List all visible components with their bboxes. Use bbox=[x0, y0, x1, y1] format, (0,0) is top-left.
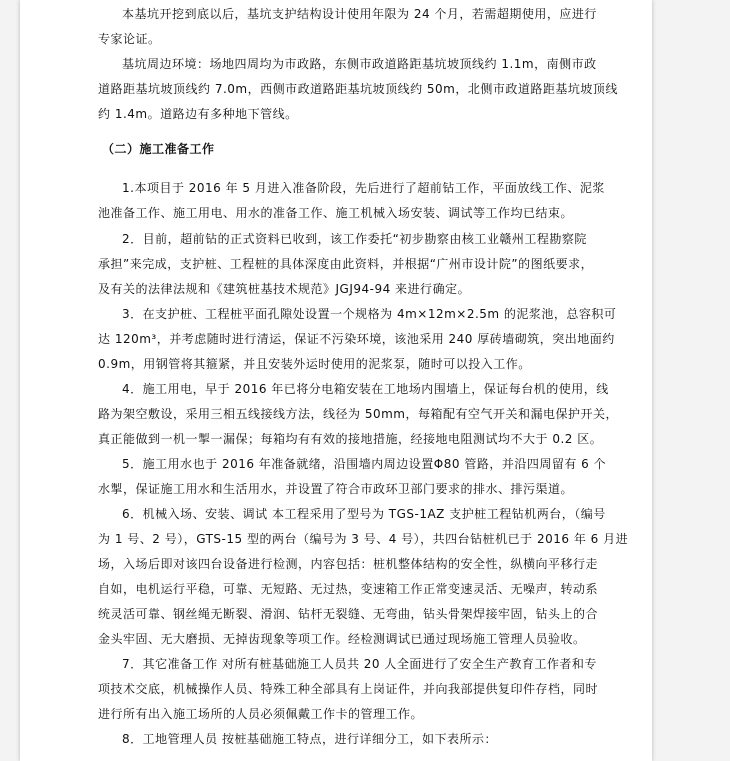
text-line: 0.9m，用钢管将其箍紧，并且安装外运时使用的泥浆泵，随时可以投入工作。 bbox=[98, 357, 531, 371]
text-line: 项技术交底，机械操作人员、特殊工种全部具有上岗证件，并向我部提供复印件存档，同时 bbox=[98, 682, 599, 696]
text-line: 水掣，保证施工用水和生活用水，并设置了符合市政环卫部门要求的排水、排污渠道。 bbox=[98, 482, 574, 496]
text-line: 达 120m³，并考虑随时进行清运，保证不污染环境，该池采用 240 厚砖墙砌筑，突出地面约 bbox=[98, 332, 615, 346]
text-line: 金头牢固、无大磨损、无掉齿现象等项工作。经检测调试已通过现场施工管理人员验收。 bbox=[98, 632, 586, 646]
text-line: 4．施工用电，早于 2016 年已将分电箱安装在工地场内围墙上，保证每台机的使用，线 bbox=[122, 382, 609, 396]
section-heading: （二）施工准备工作 bbox=[102, 142, 215, 156]
text-line: 约 1.4m。道路边有多种地下管线。 bbox=[98, 107, 298, 121]
text-line: 统灵活可靠、钢丝绳无断裂、滑润、钻杆无裂缝、无弯曲，钻头骨架焊接牢固，钻头上的合 bbox=[98, 607, 599, 621]
text-line: 道路距基坑坡顶线约 7.0m，西侧市政道路距基坑坡顶线约 50m，北侧市政道路距基坑坡顶线 bbox=[98, 82, 618, 96]
text-line: 基坑周边环境：场地四周均为市政路，东侧市政道路距基坑坡顶线约 1.1m，南侧市政 bbox=[122, 57, 597, 71]
text-line: 自如，电机运行平稳，可靠、无短路、无过热，变速箱工作正常变速灵活、无噪声，转动系 bbox=[98, 582, 599, 596]
text-line: 专家论证。 bbox=[98, 32, 161, 46]
text-line: 5．施工用水也于 2016 年准备就绪，沿围墙内周边设置Φ80 管路，并沿四周留有 6 个 bbox=[122, 457, 607, 471]
text-line: 2．目前，超前钻的正式资料已收到，该工作委托“初步勘察由核工业赣州工程勘察院 bbox=[122, 232, 587, 246]
text-line: 7．其它准备工作 对所有桩基础施工人员共 20 人全面进行了安全生产教育工作者和专 bbox=[122, 657, 597, 671]
text-line: 8．工地管理人员 按桩基础施工特点，进行详细分工，如下表所示： bbox=[122, 732, 497, 746]
text-line: 本基坑开挖到底以后，基坑支护结构设计使用年限为 24 个月，若需超期使用，应进行 bbox=[122, 7, 597, 21]
text-line: 1.本项目于 2016 年 5 月进入准备阶段，先后进行了超前钻工作，平面放线工作、泥浆 bbox=[122, 181, 605, 195]
text-line: 场，入场后即对该四台设备进行检测，内容包括：桩机整体结构的安全性，纵横向平移行走 bbox=[98, 557, 599, 571]
text-line: 路为架空敷设，采用三相五线接线方法，线径为 50mm，每箱配有空气开关和漏电保护开关， bbox=[98, 407, 618, 421]
text-line: 进行所有出入施工场所的人员必须佩戴工作卡的管理工作。 bbox=[98, 707, 424, 721]
text-line: 6．机械入场、安装、调试 本工程采用了型号为 TGS-1AZ 支护桩工程钻机两台，（编号 bbox=[122, 507, 606, 521]
text-line: 为 1 号、2 号），GTS-15 型的两台（编号为 3 号、4 号），共四台钻桩机已于 2016 年 6 月进 bbox=[98, 532, 629, 546]
text-line: 3．在支护桩、工程桩平面孔隙处设置一个规格为 4m×12m×2.5m 的泥浆池，总容积可 bbox=[122, 307, 617, 321]
text-line: 承担”来完成，支护桩、工程桩的具体深度由此资料，并根据“广州市设计院”的图纸要求， bbox=[98, 257, 594, 271]
text-line: 池准备工作、施工用电、用水的准备工作、施工机械入场安装、调试等工作均已结束。 bbox=[98, 206, 574, 220]
document-page bbox=[20, 0, 652, 761]
text-line: 真正能做到一机一掣一漏保；每箱均有有效的接地措施，经接地电阻测试均不大于 0.2 区。 bbox=[98, 432, 603, 446]
text-line: 及有关的法律法规和《建筑桩基技术规范》JGJ94-94 来进行确定。 bbox=[98, 282, 471, 296]
